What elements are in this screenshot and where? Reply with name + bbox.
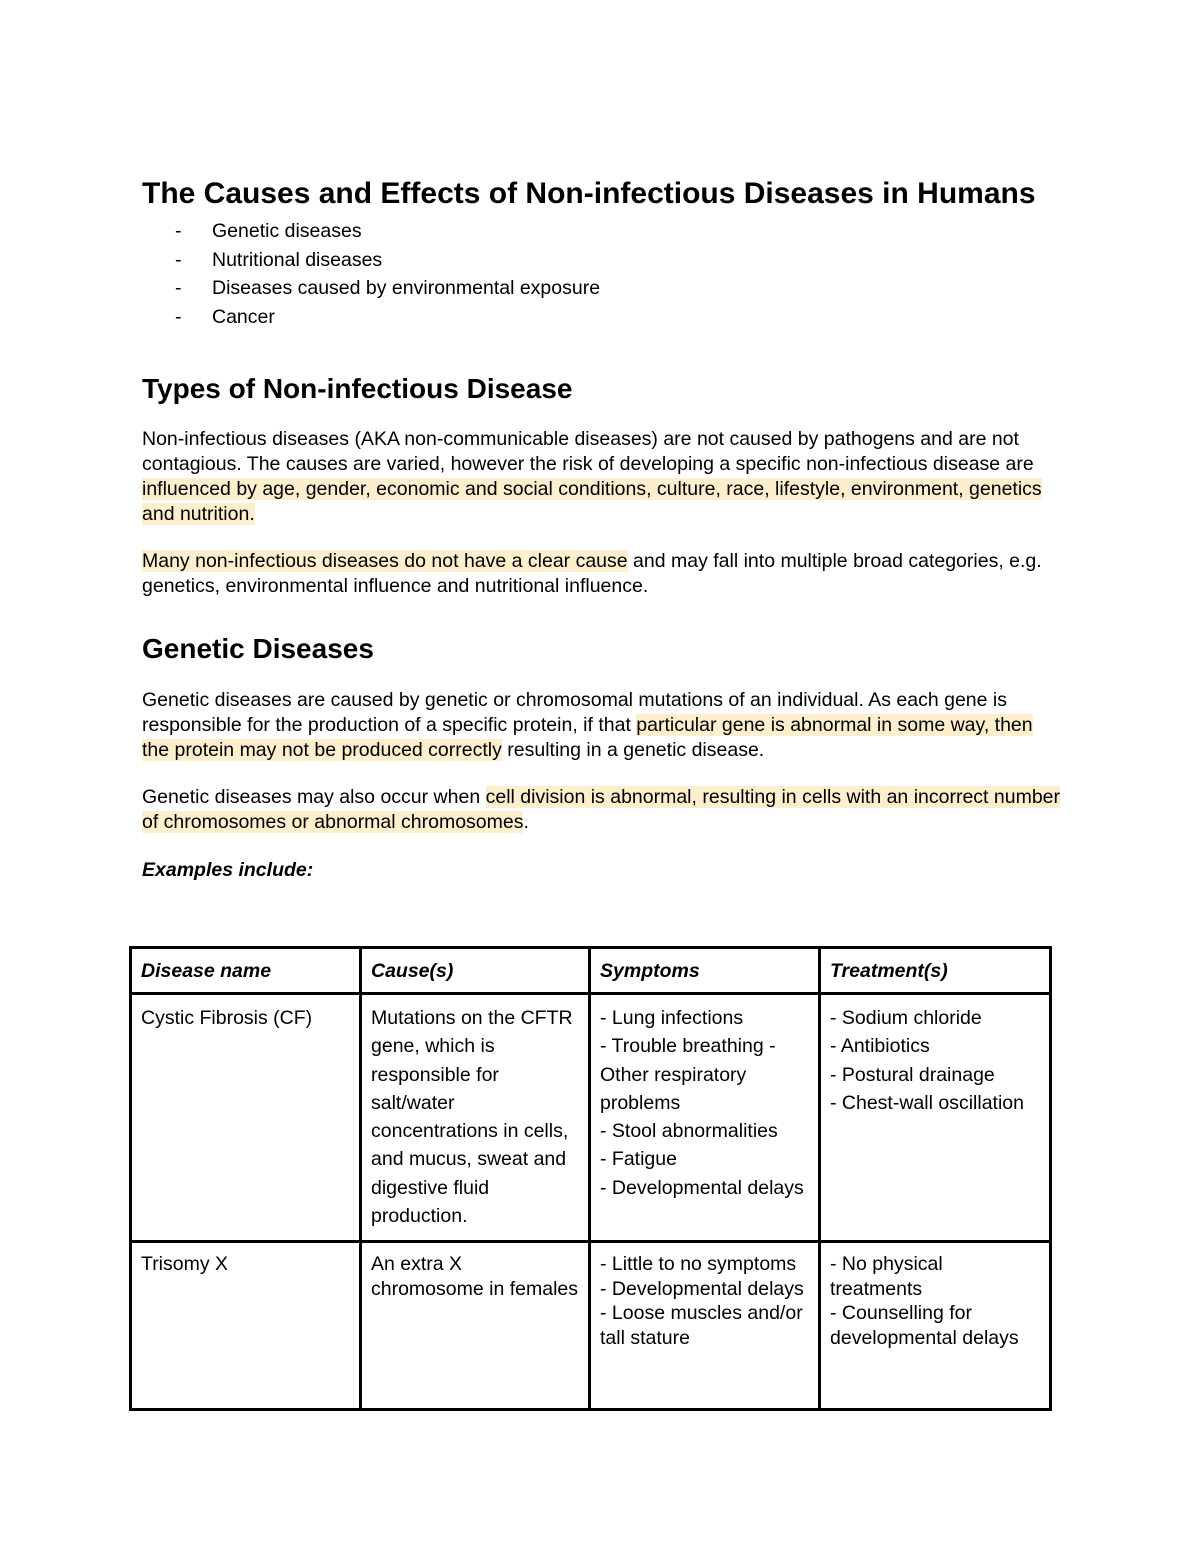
symptom-item: - Developmental delays [600, 1277, 804, 1300]
bullet-dash: - [175, 277, 182, 299]
symptom-item: - Fatigue [600, 1148, 677, 1171]
section-heading-genetic: Genetic Diseases [142, 633, 374, 664]
cell-symptoms [590, 1242, 820, 1410]
cell-treatments [820, 1242, 1051, 1410]
symptom-item: - Loose muscles and/or tall stature [600, 1302, 803, 1350]
highlight: cell division is abnormal, resulting in cells with an incorrect number of chromosomes or abnormal chromosomes [142, 786, 1061, 833]
symptom-item: - Stool abnormalities [600, 1120, 778, 1143]
treatment-item: - Antibiotics [830, 1035, 930, 1058]
cell-cause: Mutations on the CFTR gene, which is responsible for salt/water concentrations in cells, and mucus, sweat and digestive fluid production. [361, 994, 590, 1242]
types-paragraph-2: Many non-infectious diseases do not have a clear cause and may fall into multiple broad categories, e.g. genetics, environmental influence and nutritional influence. [142, 550, 1042, 597]
list-item: - Diseases caused by environmental exposure [142, 274, 1062, 303]
genetic-diseases-table [129, 946, 1052, 1411]
bullet-dash: - [175, 305, 182, 328]
symptom-item: - Developmental delays [600, 1176, 804, 1199]
treatment-item: - Chest-wall oscillation [830, 1091, 1024, 1114]
list-item: - Genetic diseases [142, 217, 1062, 246]
table-header-row [131, 948, 1051, 994]
list-item: - Nutritional diseases [142, 246, 1062, 275]
bullet-dash: - [175, 220, 182, 242]
document-body [142, 176, 1062, 883]
examples-label: Examples include: [142, 859, 314, 881]
highlight: Many non-infectious diseases do not have a clear cause [142, 550, 628, 572]
table-row [131, 994, 1051, 1242]
treatment-item: - Sodium chloride [830, 1007, 982, 1029]
cell-disease-name: Trisomy X [131, 1242, 361, 1410]
header-symptoms: Symptoms [590, 948, 820, 994]
types-paragraph-1: Non-infectious diseases (AKA non-communicable diseases) are not caused by pathogens and are not contagious. The causes are varied, however the risk of developing a specific non-infectious disease are influenced by age, gender, economic and social conditions, culture, race, lifestyle, environment, genetics and nutrition. [142, 428, 1042, 525]
genetic-paragraph-1: Genetic diseases are caused by genetic or chromosomal mutations of an individual. As each gene is responsible for the production of a specific protein, if that particular gene is abnormal in some way, then the protein may not be produced correctly resulting in a genetic disease. [142, 689, 1033, 761]
bullet-dash: - [175, 248, 182, 271]
symptom-item: - Little to no symptoms [600, 1253, 797, 1275]
cell-disease-name: Cystic Fibrosis (CF) [131, 994, 361, 1242]
cell-symptoms [590, 994, 820, 1242]
header-disease-name: Disease name [131, 948, 361, 994]
treatment-item: - No physical treatments [830, 1253, 943, 1300]
treatment-item: - Postural drainage [830, 1063, 995, 1086]
list-item: - Cancer [142, 303, 1062, 332]
header-causes: Cause(s) [361, 948, 590, 994]
highlight: influenced by age, gender, economic and social conditions, culture, race, lifestyle, environment, genetics and nutrition. [142, 478, 1042, 525]
treatment-item: - Counselling for developmental delays [830, 1302, 1019, 1350]
symptom-item: - Trouble breathing - Other respiratory problems [600, 1035, 776, 1114]
symptom-item: - Lung infections [600, 1007, 744, 1029]
genetic-paragraph-2: Genetic diseases may also occur when cell division is abnormal, resulting in cells with an incorrect number of chromosomes or abnormal chromosomes. [142, 786, 1061, 833]
section-heading-types: Types of Non-infectious Disease [142, 373, 573, 404]
intro-list [142, 217, 1062, 331]
document-title: The Causes and Effects of Non-infectious Diseases in Humans [142, 177, 1036, 210]
header-treatments: Treatment(s) [820, 948, 1051, 994]
table-row [131, 1242, 1051, 1410]
cell-treatments [820, 994, 1051, 1242]
cell-cause: An extra X chromosome in females [361, 1242, 590, 1410]
highlight: particular gene is abnormal in some way, then the protein may not be produced correctly [142, 714, 1033, 761]
